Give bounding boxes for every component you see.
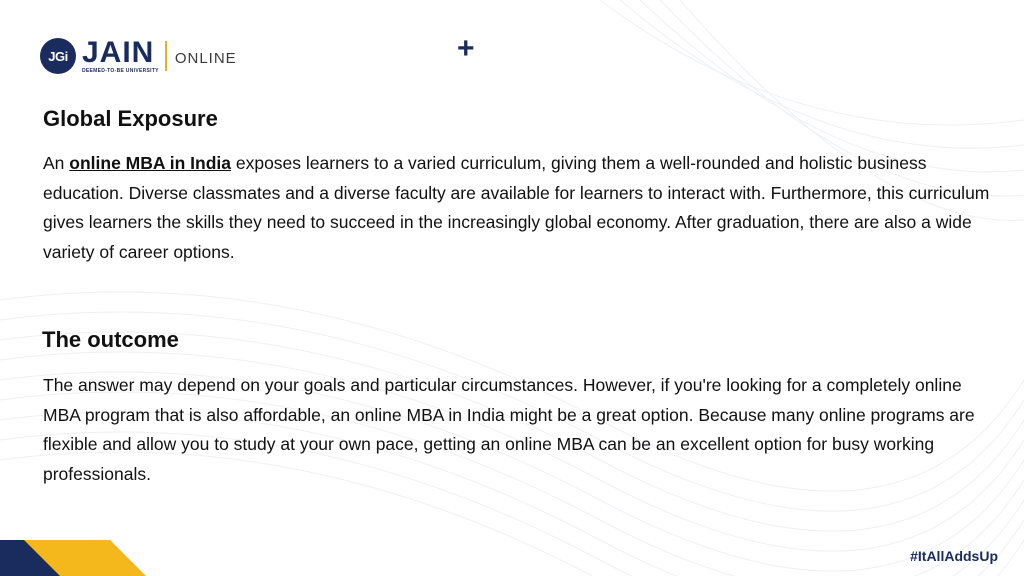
online-mba-link[interactable]: online MBA in India (69, 153, 231, 173)
section-heading-outcome: The outcome (42, 327, 179, 352)
jain-subtitle: DEEMED-TO-BE UNIVERSITY (82, 67, 159, 74)
jain-brand-text: JAIN (82, 35, 155, 69)
online-label: ONLINE (174, 49, 237, 67)
paragraph-prefix: An (43, 153, 70, 173)
hashtag-label: #ItAllAddsUp (910, 548, 998, 564)
jgi-badge: JGi (40, 38, 76, 74)
paragraph-text: exposes learners to a varied curriculum, giving them a well-rounded and holistic business education. Diverse classmates and a diverse faculty are available for learners to interact with. Furthermore, this curriculum gives learners the skills they need to succeed in the increasingly global economy. After graduation, there are also a wide variety of career options. (43, 153, 990, 262)
section-heading-global-exposure: Global Exposure (43, 106, 218, 131)
plus-icon: + (457, 32, 475, 65)
section-paragraph-global-exposure (43, 149, 993, 267)
section-paragraph-outcome: The answer may depend on your goals and particular circumstances. However, if you're looking for a completely online MBA program that is also affordable, an online MBA in India might be a great option. Because many online programs are flexible and allow you to study at your own pace, getting an online MBA can be an excellent option for busy working professionals. (43, 375, 975, 484)
